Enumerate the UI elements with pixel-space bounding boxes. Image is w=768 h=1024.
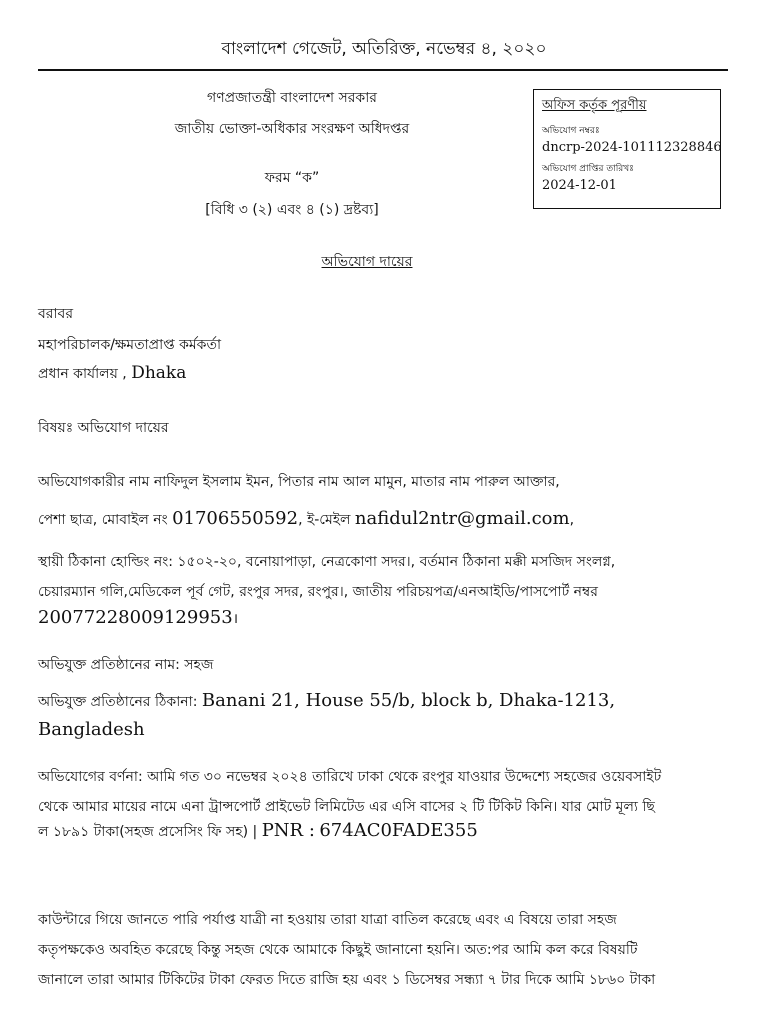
address-office [38, 362, 186, 386]
complainant-address-line2: চেয়ারম্যান গলি,মেডিকেল পূর্ব গেট, রংপুর সদর, রংপুর।, জাতীয় পরিচয়পত্র/এনআইডি/পাসপোর্ট নম্বর [38, 584, 598, 600]
department-title: জাতীয় ভোক্তা-অধিকার সংরক্ষণ অধিদপ্তর [174, 121, 410, 137]
address-office-label: প্রধান কার্যালয় , [38, 366, 127, 382]
form-title: ফরম “ক” [264, 170, 320, 186]
complainant-address-line1: স্থায়ী ঠিকানা হোল্ডিং নং: ১৫০২-২০, বনোয়াপাড়া, নেত্রকোণা সদর।, বর্তমান ঠিকানা মক্কী মসজিদ সংলগ্ন, [38, 554, 616, 570]
accused-address-line2: Bangladesh [38, 719, 145, 740]
description-line1: অভিযোগের বর্ণনা: আমি গত ৩০ নভেম্বর ২০২৪ তারিখে ঢাকা থেকে রংপুর যাওয়ার উদ্দেশ্যে সহজের ওয়েবসাইট [38, 769, 662, 785]
mobile-number: 01706550592 [172, 508, 299, 529]
address-recipient: মহাপরিচালক/ক্ষমতাপ্রাপ্ত কর্মকর্তা [38, 337, 222, 353]
nid-suffix: । [232, 611, 238, 627]
accused-address-label: অভিযুক্ত প্রতিষ্ঠানের ঠিকানা: [38, 694, 198, 710]
complainant-line1: অভিযোগকারীর নাম নাফিদুল ইসলাম ইমন, পিতার নাম আল মামুন, মাতার নাম পারুল আক্তার, [38, 474, 560, 490]
government-title: গণপ্রজাতন্ত্রী বাংলাদেশ সরকার [207, 90, 377, 106]
gazette-header: বাংলাদেশ গেজেট, অতিরিক্ত, নভেম্বর ৪, ২০২০ [221, 39, 547, 59]
description-line3 [38, 820, 478, 844]
occupation-prefix: পেশা ছাত্র, মোবাইল নং [38, 512, 168, 528]
received-date: 2024-12-01 [542, 178, 617, 193]
accused-name: অভিযুক্ত প্রতিষ্ঠানের নাম: সহজ [38, 657, 214, 673]
address-to: বরাবর [38, 306, 74, 322]
header-divider [38, 69, 728, 71]
office-box-title: অফিস কর্তৃক পূরণীয় [542, 98, 647, 113]
email-suffix: , [569, 512, 575, 528]
complainant-nid [38, 607, 238, 628]
address-office-city: Dhaka [131, 363, 187, 383]
description-line2: থেকে আমার মায়ের নামে এনা ট্রান্সপোর্ট প্রাইভেট লিমিটেড এর এসি বাসের ২ টি টিকিট কিনি। যার মোট মূল্য ছি [38, 799, 655, 815]
description-line6: জানালে তারা আমার টিকিটের টাকা ফেরত দিতে রাজি হয় এবং ১ ডিসেম্বর সন্ধ্যা ৭ টার দিকে আমি ১৮৬০ টাকা [38, 972, 656, 988]
complaint-number-label: অভিযোগ নম্বরঃ [542, 126, 600, 136]
rule-reference: [বিধি ৩ (২) এবং ৪ (১) দ্রষ্টব্য] [205, 202, 379, 218]
subject-title: অভিযোগ দায়ের [321, 254, 413, 270]
pnr-number: 674AC0FADE355 [319, 820, 478, 841]
description-line5: কতৃপক্ষকেও অবহিত করেছে কিন্তু সহজ থেকে আমাকে কিছুই জানানো হয়নি। অত:পর আমি কল করে বিষয়টি [38, 942, 638, 958]
accused-address-line1: Banani 21, House 55/b, block b, Dhaka-1213, [201, 690, 616, 711]
nid-number: 20077228009129953 [38, 607, 233, 628]
complaint-number: dncrp-2024-101112328846 [542, 140, 722, 155]
description-line4: কাউন্টারে গিয়ে জানতে পারি পর্যাপ্ত যাত্রী না হওয়ায় তারা যাত্রা বাতিল করেছে এবং এ বিষয়ে তারা সহজ [38, 912, 617, 928]
description-line3-text: ল ১৮৯১ টাকা(সহজ প্রসেসিং ফি সহ) | [38, 824, 258, 840]
complainant-contact [38, 508, 574, 532]
email-address: nafidul2ntr@gmail.com [354, 508, 570, 529]
received-date-label: অভিযোগ প্রাপ্তির তারিখঃ [542, 164, 634, 174]
office-use-box [533, 89, 721, 209]
accused-address [38, 690, 615, 714]
subject-line: বিষয়ঃ অভিযোগ দায়ের [38, 420, 169, 436]
email-label: , ই-মেইল [298, 512, 351, 528]
pnr-label: PNR : [261, 820, 315, 841]
